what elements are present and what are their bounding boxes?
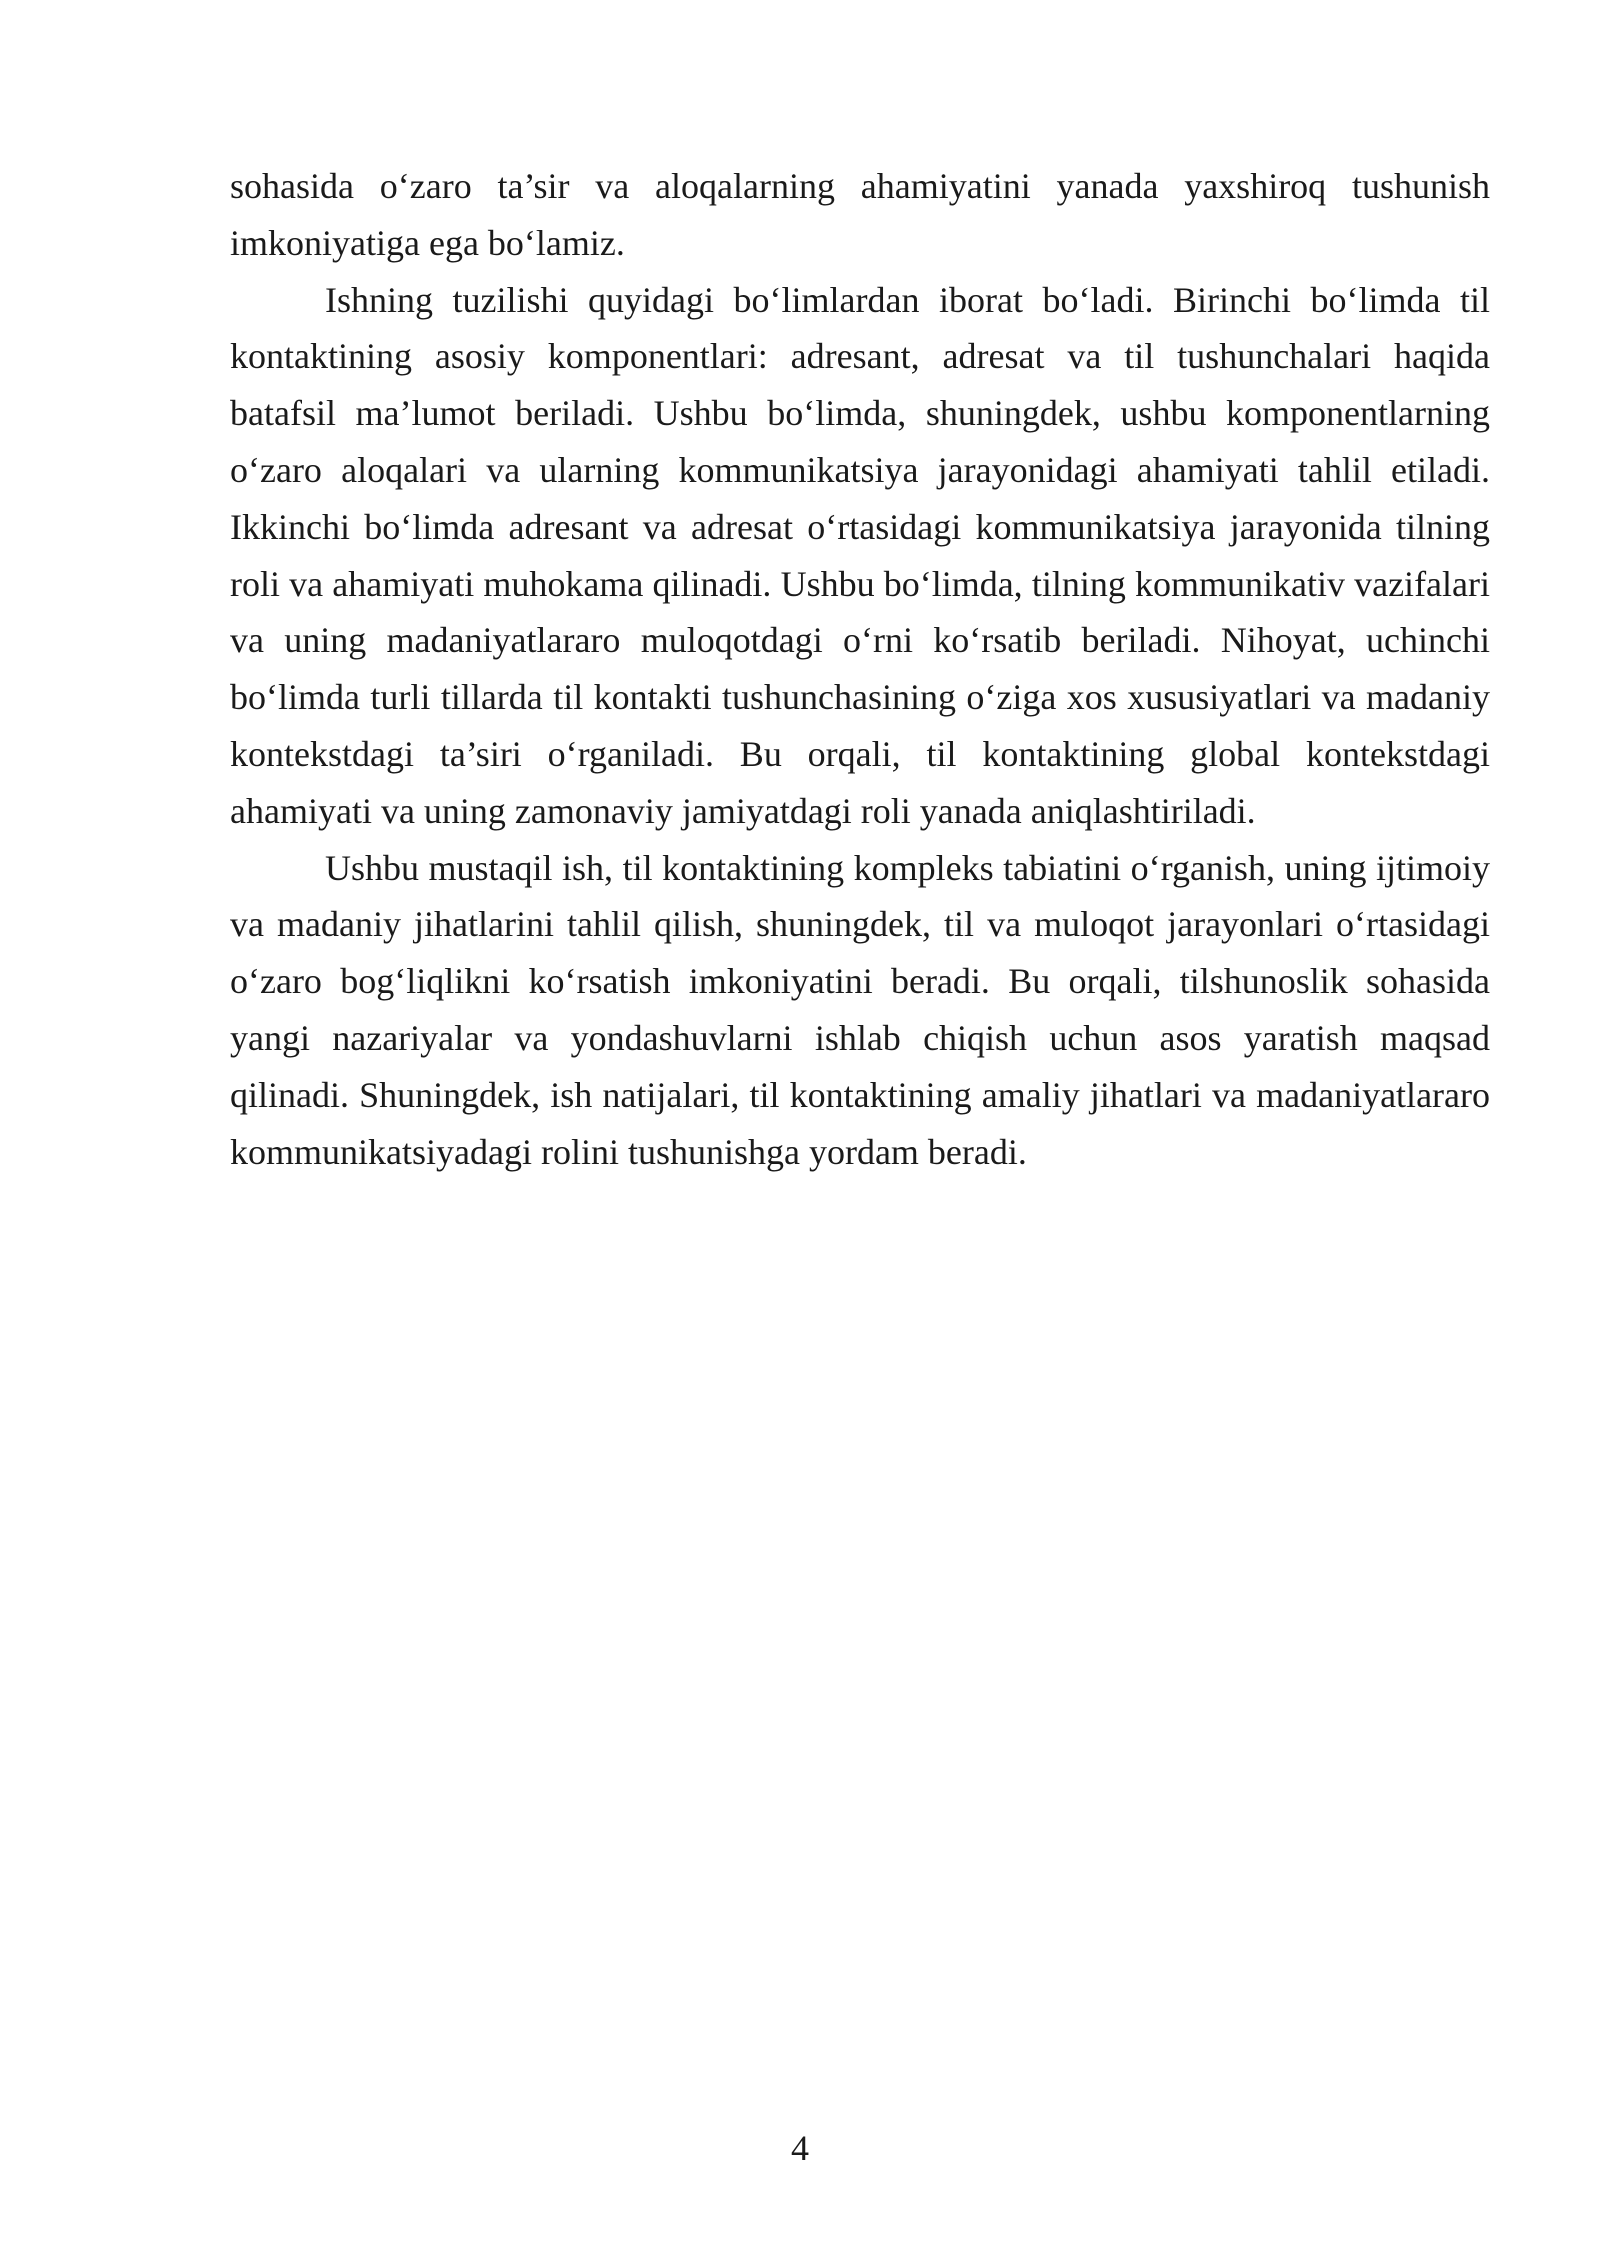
paragraph-structure: Ishning tuzilishi quyidagi bo‘limlardan iborat bo‘ladi. Birinchi bo‘limda til kontaktining asosiy komponentlari: adresant, adresat va til tushunchalari haqida batafsil ma’lumot beriladi. Ushbu bo‘limda, shuningdek, ushbu komponentlarning o‘zaro aloqalari va ularning kommunikatsiya jarayonidagi ahamiyati tahlil etiladi. Ikkinchi bo‘limda adresant va adresat o‘rtasidagi kommunikatsiya jarayonida tilning roli va ahamiyati muhokama qilinadi. Ushbu bo‘limda, tilning kommunikativ vazifalari va uning madaniyatlararo muloqotdagi o‘rni ko‘rsatib beriladi. Nihoyat, uchinchi bo‘limda turli tillarda til kontakti tushunchasining o‘ziga xos xususiyatlari va madaniy kontekstdagi ta’siri o‘rganiladi. Bu orqali, til kontaktining global kontekstdagi ahamiyati va uning zamonaviy jamiyatdagi roli yanada aniqlashtiriladi. xyxy=(230,279,1490,831)
paragraph-purpose: Ushbu mustaqil ish, til kontaktining kompleks tabiatini o‘rganish, uning ijtimoiy va madaniy jihatlarini tahlil qilish, shuningdek, til va muloqot jarayonlari o‘rtasidagi o‘zaro bog‘liqlikni ko‘rsatish imkoniyatini beradi. Bu orqali, tilshunoslik sohasida yangi nazariyalar va yondashuvlarni ishlab chiqish uchun asos yaratish maqsad qilinadi. Shuningdek, ish natijalari, til kontaktining amaliy jihatlari va madaniyatlararo kommunikatsiyadagi rolini tushunishga yordam beradi. xyxy=(230,847,1490,1172)
page-number: 4 xyxy=(791,2128,809,2168)
body-text xyxy=(230,158,1490,1180)
paragraph-continuation: sohasida o‘zaro ta’sir va aloqalarning ahamiyatini yanada yaxshiroq tushunish imkoniyatiga ega bo‘lamiz. xyxy=(230,166,1490,263)
